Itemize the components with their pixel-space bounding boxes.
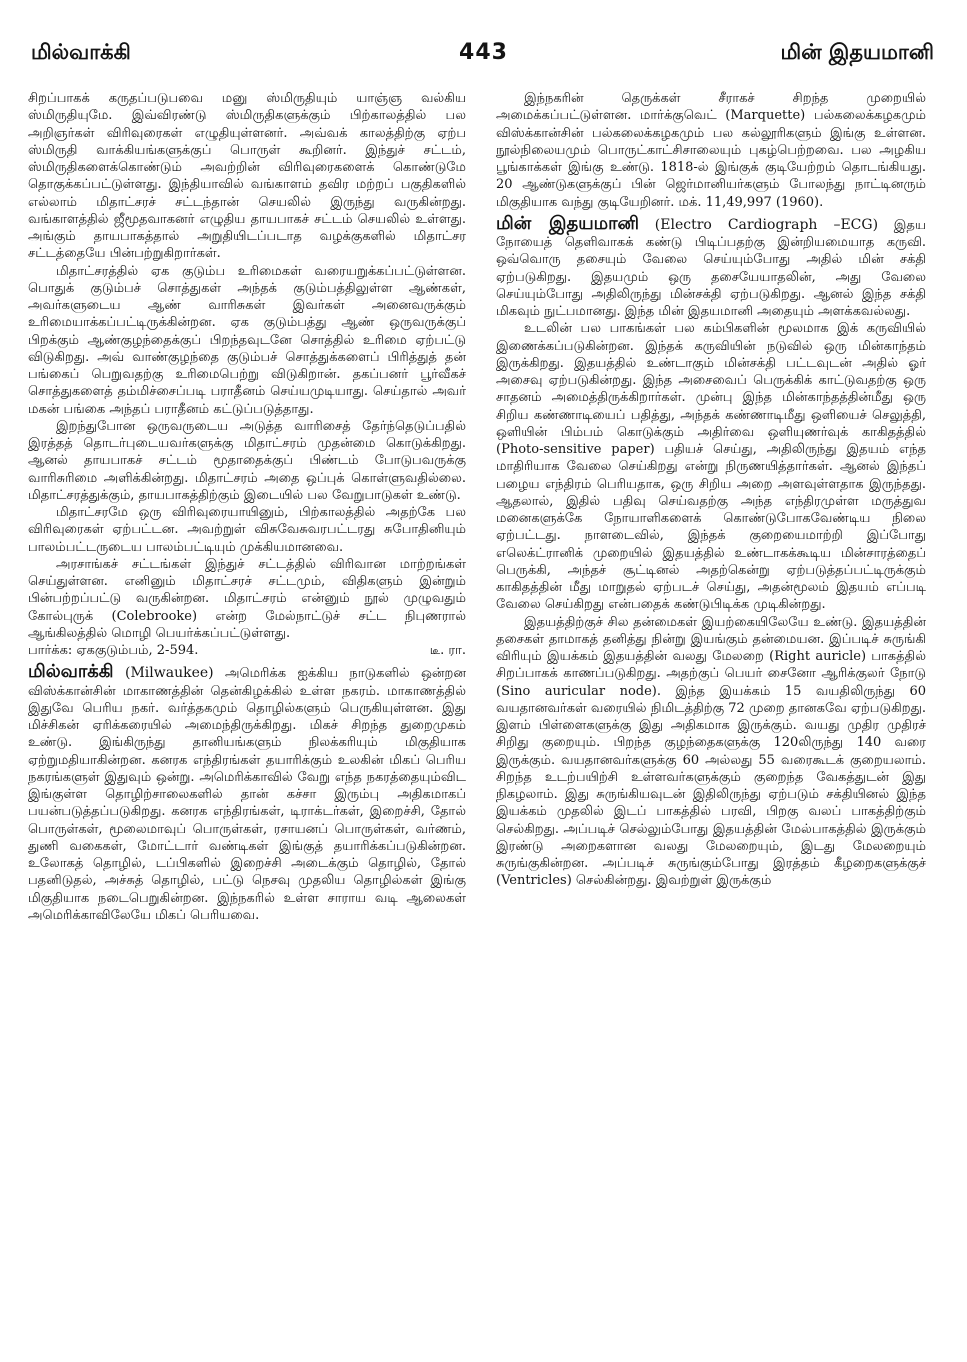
entry-body: இதய நோயைத் தெளிவாகக் கண்டு பிடிப்பதற்கு இன்றியமையாத கருவி. ஒவ்வொரு தசையும் வேலை செய்யும்போது அதில் மின் சக்தி ஏற்படுகிறது. இதயமும் ஒரு தசையேயாதலின், அது வேலை செய்யும்போது அதிலிருந்து மின்சக்தி ஏற்படுகிறது. ஆனல் இந்த சக்தி மிகவும் நுட்பமானது. இந்த மின் இதயமானி அதையும் அளக்கவல்லது. [496, 217, 926, 319]
entry-milwaukee [28, 663, 466, 924]
paragraph: இந்நகரின் தெருக்கள் சீராகச் சிறந்த முறையில் அமைக்கப்பட்டுள்ளன. மார்க்குவெட் (Marquette) பல்கலைக்கழகமும் விஸ்க்கான்சின் பல்கலைக்கழகமும் பல கல்லூரிகளும் இங்கு உள்ளன. நூல்நிலையமும் பொருட்காட்சிசாலையும் புகழ்பெற்றவை. பல அழகிய பூங்காக்கள் இங்கு உண்டு. 1818-ல் இங்குக் குடியேற்றம் தொடங்கியது. 20 ஆண்டுகளுக்குப் பின் ஜெர்மானியர்களும் போலந்து நாட்டினரும் மிகுதியாக வந்து குடியேறினர். மக். 11,49,997 (1960). [496, 91, 926, 210]
left-column [28, 90, 466, 1320]
entry-title: மின் இதயமானி [496, 212, 640, 234]
running-head-right: மின் இதயமானி [780, 40, 934, 64]
right-column [496, 90, 926, 1320]
cross-reference: பார்க்க: ஏககுடும்பம், 2-594. [28, 643, 199, 658]
paragraph: மிதாட்சரத்தில் ஏக குடும்ப உரிமைகள் வரையறுக்கப்பட்டுள்ளன. பொதுக் குடும்பச் சொத்துகள் அந்தக் குடும்பத்திலுள்ள ஆண்கள், அவர்களுடைய ஆண் வாரிசுகள் இவர்கள் அனைவருக்கும் உரிமையாக்கப்பட்டிருக்கின்றன. ஏக குடும்பத்து ஆண் ஒருவருக்குப் பிறக்கும் ஆண்குழந்தைக்குப் பிறந்தவுடனே சொத்தில் உரிமை ஏற்பட்டு விடுகிறது. அவ் வாண்குழந்தை குடும்பச் சொத்துக்களைப் பிரித்துத் தன் பங்கைப் பெறுவதற்கு உரிமைபெற்று விடுகிறான். தகப்பனர் பூர்வீகச் சொத்துகளைத் தம்மிச்சைப்படி பராதீனம் செய்யமுடியாது. செய்தால் அவர் மகன் பங்கை அந்தப் பராதீனம் கட்டுப்படுத்தாது. [28, 263, 466, 417]
entry-title: மில்வாக்கி [28, 661, 114, 683]
entry-english-term: (Milwaukee) [124, 665, 214, 682]
page-number: 443 [459, 40, 508, 65]
paragraph: உடலின் பல பாகங்கள் பல கம்பிகளின் மூலமாக இக் கருவியில் இணைக்கப்படுகின்றன. இந்தக் கருவியின் நடுவில் ஒரு மின்காந்தம் இருக்கிறது. இதயத்தில் உண்டாகும் மின்சக்தி பட்டவுடன் அதில் ஓர் அசைவு ஏற்படுகின்றது. இந்த அசைவைப் பெருக்கிக் காட்டுவதற்கு ஒரு சாதனம் அமைத்திருக்கிறார்கள். முன்பு இந்த மின்காந்தத்தின்மீது ஒரு சிறிய கண்ணாடியைப் பதித்து, அந்தக் கண்ணாடிமீது ஒளியைச் செலுத்தி, ஒளியின் பிம்பம் கொடுக்கும் அதிர்வை ஒளியுணர்வுக் காகிதத்தில் (Photo-sensitive paper) பதியச் செய்து, அதிலிருந்து இதயம் எந்த மாதிரியாக வேலை செய்கிறது என்று நிருணயித்தார்கள். ஆனல் இந்தப் பழைய எந்திரம் பெரியதாக, ஒரு சிறிய அறை அளவுள்ளதாக இருந்தது. ஆதலால், இதில் பதிவு செய்வதற்கு அந்த எந்திரமுள்ள மருத்துவ மனைகளுக்கே நோயாளிகளைக் கொண்டுபோகவேண்டிய நிலை ஏற்பட்டது. நாளடைவில், இந்தக் குறையைமாற்றி இப்போது எலெக்ட்ரானிக் முறையில் இதயத்தில் உண்டாகக்கூடிய மின்சாரத்தைப் பெருக்கி, அந்தச் சூட்டினல் அதற்கென்று ஏற்படுத்தப்பட்டிருக்கும் காகிதத்தின் மீது மாறுதல் ஏற்படச் செய்து, அதன்மூலம் இதயம் எப்படி வேலை செய்கிறது என்பதைக் கண்டுபிடிக்க முடிகின்றது. [496, 321, 926, 613]
paragraph: இதயத்திற்குச் சில தன்மைகள் இயற்கையிலேயே உண்டு. இதயத்தின் தசைகள் தாமாகத் தனித்து நின்று இயங்கும் தன்மையன. இப்படிச் சுருங்கி விரியும் இயக்கம் இதயத்தின் வலது மேலறை (Right auricle) பாகத்தில் சிறப்பாகக் காணப்படுகிறது. அதற்குப் பெயர் சைனோ ஆரிக்குலர் நோடு (Sino auricular node). இந்த இயக்கம் 15 வயதிலிருந்து 60 வயதானவர்கள் வரையில் நிமிடத்திற்கு 72 முறை தானகவே ஏற்படுகிறது. இளம் பிள்ளைகளுக்கு இது அதிகமாக இருக்கும். வயது முதிர முதிரச் சிறிது குறையும். பிறந்த குழந்தைகளுக்கு 120லிருந்து 140 வரை இருக்கும். வயதானவர்களுக்கு 60 அல்லது 55 வரைகூடக் குறையலாம். சிறந்த உடற்பயிற்சி உள்ளவர்களுக்கும் குறைந்த வேகத்துடன் இது நிகழலாம். இது சுருங்கியவுடன் இதிலிருந்து ஏற்படும் சக்தியினல் இந்த இயக்கம் முதலில் இடப் பாகத்தில் பரவி, பிறகு வலப் பாகத்திற்கும் செல்கிறது. அப்படிச் செல்லும்போது இதயத்தின் மேல்பாகத்தில் இருக்கும் இரண்டு அறைகளான வலது மேலறையும், இடது மேலறையும் சுருங்குகின்றன. அப்படிச் சுருங்கும்போது இரத்தம் கீழறைகளுக்குச் (Ventricles) செல்கின்றது. இவற்றுள் இருக்கும் [496, 614, 926, 889]
paragraph: அரசாங்கச் சட்டங்கள் இந்துச் சட்டத்தில் விரிவான மாற்றங்கள் செய்துள்ளன. எனினும் மிதாட்சரச் சட்டமும், விதிகளும் இன்றும் பின்பற்றப்பட்டு வருகின்றன. மிதாட்சரம் என்னும் நூல் முழுவதும் கோல்புருக் (Colebrooke) என்ற மேல்நாட்டுச் சட்ட நிபுணரால் ஆங்கிலத்தில் மொழி பெயர்க்கப்பட்டுள்ளது. [28, 556, 466, 641]
entry-english-term: (Electro Cardiograph –ECG) [654, 216, 879, 233]
entry-body: அமெரிக்க ஐக்கிய நாடுகளில் ஒன்றன விஸ்க்கான்சின் மாகாணத்தின் தென்கிழக்கில் உள்ள நகரம். மாகாணத்தில் இதுவே பெரிய நகர். வர்த்தகமும் தொழில்களும் பெருகியுள்ளன. இது மிச்சிகன் ஏரிக்கரையில் அமைந்திருக்கிறது. மிகச் சிறந்த துறைமுகம் உண்டு. இங்கிருந்து தானியங்களும் நிலக்கரியும் மிகுதியாக ஏற்றுமதியாகின்றன. கனரக எந்திரங்கள் தயாரிக்கும் உலகின் மிகப் பெரிய நகரங்களுள் இதுவும் ஒன்று. அமெரிக்காவில் வேறு எந்த நகரத்தையும்விட இங்குள்ள தொழிற்சாலைகளில் தான் கச்சா இரும்பு அதிகமாகப் பயன்படுத்தப்படுகிறது. கனரக எந்திரங்கள், டிராக்டர்கள், இறைச்சி, தோல் பொருள்கள், மூலைமாவுப் பொருள்கள், ரசாயனப் பொருள்கள், வர்ணம், துணி வகைகள், மோட்டார் வண்டிகள் இங்குத் தயாரிக்கப்படுகின்றன. உலோகத் தொழில், டப்பிகளில் இறைச்சி அடைக்கும் தொழில், தோல் பதனிடுதல், அச்சுத் தொழில், பட்டு நெசவு முதலிய தொழில்கள் இங்கு மிகுதியாக நடைபெறுகின்றன. இந்நகரில் உள்ள சாராய வடி ஆலைகள் அமெரிக்காவிலேயே மிகப் பெரியவை. [28, 666, 466, 923]
author-initials: டீ. ரா. [429, 643, 466, 658]
paragraph: சிறப்பாகக் கருதப்படுபவை மனு ஸ்மிருதியும் யாஞ்ஞ வல்கிய ஸ்மிருதியுமே. இவ்விரண்டு ஸ்மிருதிகளுக்கும் பிற்காலத்தில் பல அறிஞர்கள் விரிவுரைகள் எழுதியுள்ளனர். அவ்வக் காலத்திற்கு ஏற்ப ஸ்மிருதி வாக்கியங்களுக்குப் பொருள் கூறினர். இந்துச் சட்டம், ஸ்மிருதிகளைக்கொண்டும் அவற்றின் விரிவுரைகளைக் கொண்டுமே தொகுக்கப்பட்டுள்ளது. இந்தியாவில் வங்காளம் தவிர மற்றப் பகுதிகளில் எல்லாம் மிதாட்சரச் சட்டந்தான் செயலில் இருந்து வருகின்றது. வங்காளத்தில் ஜீமூதவாகனர் எழுதிய தாயபாகச் சட்டம் செயலில் உள்ளது. அங்கும் தாயபாகத்தால் அறுதியிடப்படாத வழக்குகளில் மிதாட்சர சட்டத்தையே பின்பற்றுகிறார்கள். [28, 91, 466, 262]
paragraph: இறந்துபோன ஒருவருடைய அடுத்த வாரிசைத் தேர்ந்தெடுப்பதில் இரத்தத் தொடர்புடையவர்களுக்கு மிதாட்சரம் முதன்மை கொடுக்கிறது. ஆனல் தாயபாகச் சட்டம் மூதாதைக்குப் பிண்டம் போடுபவருக்கு வாரிசுரிமை அளிக்கின்றது. மிதாட்சரம் அதை ஒப்புக் கொள்ளுவதில்லை. மிதாட்சரத்துக்கும், தாயபாகத்திற்கும் இடையில் பல வேறுபாடுகள் உண்டு. [28, 418, 466, 503]
reference-line [28, 642, 466, 659]
entry-ecg [496, 212, 926, 321]
paragraph: மிதாட்சரமே ஒரு விரிவுரையாயினும், பிற்காலத்தில் அதற்கே பல விரிவுரைகள் ஏற்பட்டன. அவற்றுள் விசுவேசுவரபட்டரது சுபோதினியும் பாலம்பட்டருடைய பாலம்பட்டியும் முக்கியமானவை. [28, 505, 466, 555]
running-head-left: மில்வாக்கி [31, 40, 131, 64]
